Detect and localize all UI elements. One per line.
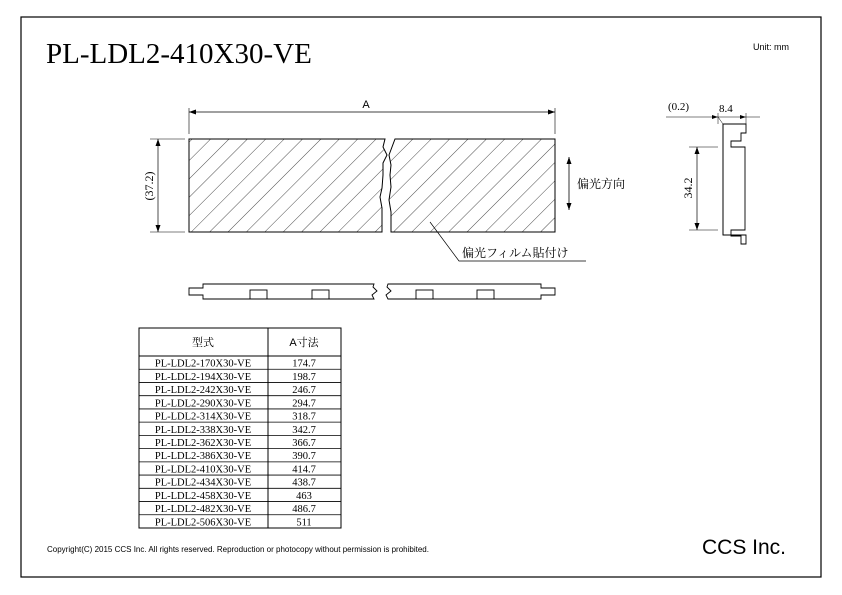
table-cell-model: PL-LDL2-434X30-VE: [154, 477, 252, 489]
table-cell-model: PL-LDL2-242X30-VE: [154, 385, 252, 397]
table-cell-a-dimension: 198.7: [292, 371, 316, 383]
table-cell-model: PL-LDL2-290X30-VE: [154, 398, 252, 410]
table-cell-model: PL-LDL2-506X30-VE: [154, 517, 252, 529]
table-cell-model: PL-LDL2-482X30-VE: [154, 504, 252, 516]
bottom-view-slot: [312, 290, 329, 299]
table-cell-a-dimension: 463: [296, 490, 312, 502]
table-cell-a-dimension: 438.7: [292, 477, 316, 489]
front-view: [142, 99, 625, 261]
table-cell-model: PL-LDL2-362X30-VE: [154, 438, 252, 450]
dimension-a-label: A: [362, 99, 370, 111]
side-view: [666, 101, 760, 244]
drawing-title: PL-LDL2-410X30-VE: [46, 38, 312, 70]
table-cell-model: PL-LDL2-386X30-VE: [154, 451, 252, 463]
table-cell-a-dimension: 294.7: [292, 398, 316, 410]
bottom-view: [189, 284, 555, 299]
polarization-direction-label: 偏光方向: [577, 177, 626, 191]
bottom-view-slot: [416, 290, 433, 299]
unit-label: Unit: mm: [753, 42, 789, 52]
table-cell-a-dimension: 366.7: [292, 438, 316, 450]
table-cell-a-dimension: 486.7: [292, 504, 316, 516]
polarizer-film-label: 偏光フィルム貼付け: [462, 246, 569, 260]
table-cell-model: PL-LDL2-170X30-VE: [154, 358, 252, 370]
table-cell-model: PL-LDL2-338X30-VE: [154, 424, 252, 436]
company-name: CCS Inc.: [702, 536, 787, 559]
table-cell-model: PL-LDL2-458X30-VE: [154, 490, 252, 502]
table-cell-model: PL-LDL2-194X30-VE: [154, 371, 252, 383]
model-table: [139, 328, 341, 528]
table-cell-a-dimension: 174.7: [292, 358, 316, 370]
dimension-gap-label: (0.2): [668, 101, 690, 113]
dimension-thickness-label: 8.4: [719, 103, 733, 115]
bottom-view-left-part: [189, 284, 377, 299]
bottom-view-slot: [477, 290, 494, 299]
table-cell-a-dimension: 414.7: [292, 464, 316, 476]
table-cell-a-dimension: 390.7: [292, 451, 316, 463]
table-header-model: 型式: [192, 337, 214, 349]
front-view-left-panel: [189, 139, 387, 232]
table-cell-a-dimension: 511: [296, 517, 312, 529]
copyright-notice: Copyright(C) 2015 CCS Inc. All rights reserved. Reproduction or photocopy without permission is prohibited.: [47, 545, 429, 554]
sheet-border: [21, 17, 821, 577]
table-cell-model: PL-LDL2-410X30-VE: [154, 464, 252, 476]
side-view-profile: [723, 124, 746, 244]
front-view-right-panel: [389, 139, 555, 232]
table-cell-a-dimension: 342.7: [292, 424, 316, 436]
table-cell-model: PL-LDL2-314X30-VE: [154, 411, 252, 423]
dimension-height-label: (37.2): [142, 171, 156, 201]
table-cell-a-dimension: 318.7: [292, 411, 316, 423]
table-cell-a-dimension: 246.7: [292, 385, 316, 397]
dimension-side-height-label: 34.2: [681, 177, 695, 199]
table-header-a-dimension: A寸法: [289, 337, 319, 349]
bottom-view-right-part: [386, 284, 555, 299]
bottom-view-slot: [250, 290, 267, 299]
